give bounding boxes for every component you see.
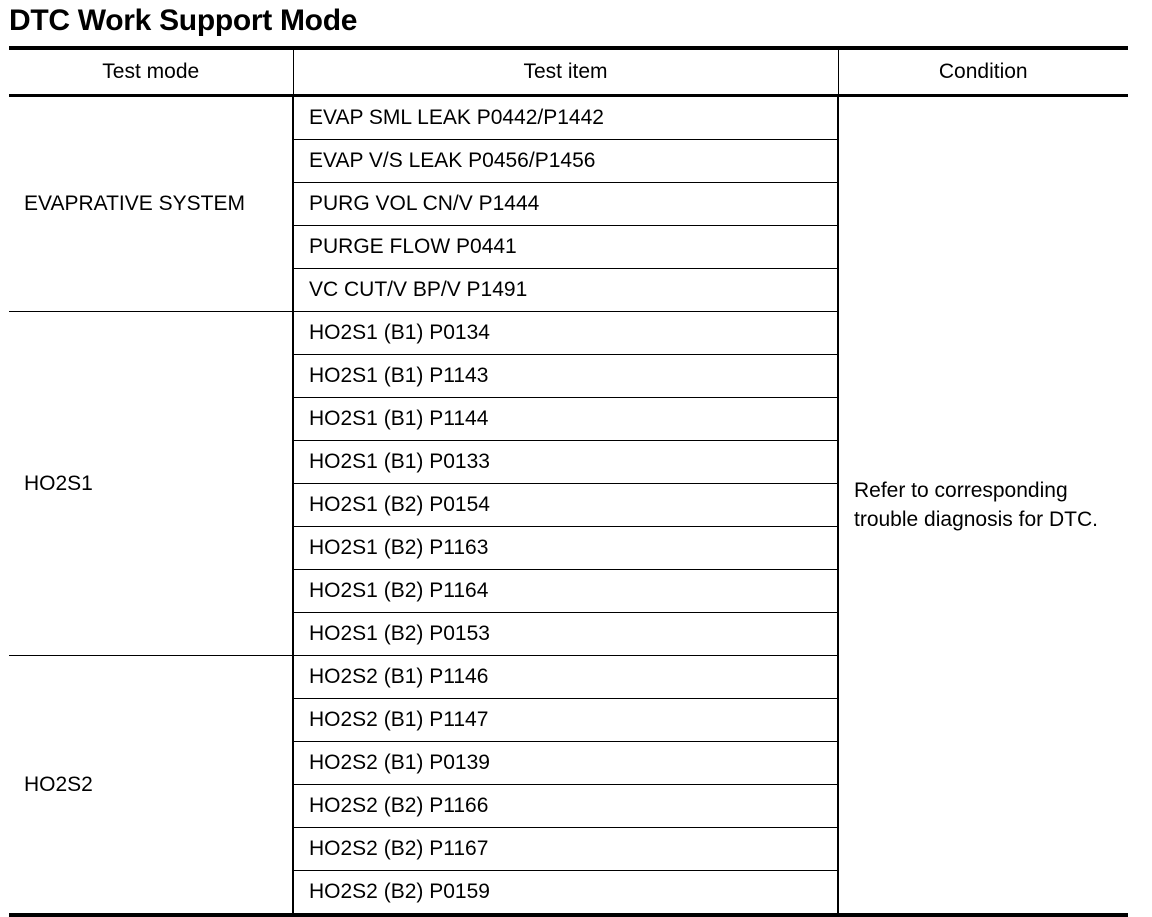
table-body <box>9 96 1128 916</box>
test-item-cell: HO2S2 (B2) P0159 <box>293 871 838 916</box>
test-item-cell: HO2S1 (B1) P0134 <box>293 312 838 355</box>
header-test-item: Test item <box>293 48 838 96</box>
test-item-cell: HO2S1 (B1) P1144 <box>293 398 838 441</box>
header-row <box>9 48 1128 96</box>
test-item-cell: PURGE FLOW P0441 <box>293 226 838 269</box>
test-item-cell: HO2S1 (B1) P0133 <box>293 441 838 484</box>
test-item-cell: HO2S2 (B2) P1166 <box>293 785 838 828</box>
test-item-cell: EVAP V/S LEAK P0456/P1456 <box>293 140 838 183</box>
test-item-cell: HO2S1 (B2) P0154 <box>293 484 838 527</box>
table-header <box>9 48 1128 96</box>
header-condition: Condition <box>838 48 1128 96</box>
table-row <box>9 96 1128 140</box>
test-item-cell: HO2S2 (B1) P0139 <box>293 742 838 785</box>
test-item-cell: HO2S1 (B1) P1143 <box>293 355 838 398</box>
test-item-cell: HO2S1 (B2) P0153 <box>293 613 838 656</box>
test-item-cell: PURG VOL CN/V P1444 <box>293 183 838 226</box>
header-test-mode: Test mode <box>9 48 293 96</box>
test-item-cell: HO2S2 (B2) P1167 <box>293 828 838 871</box>
test-item-cell: HO2S1 (B2) P1163 <box>293 527 838 570</box>
test-item-cell: HO2S1 (B2) P1164 <box>293 570 838 613</box>
test-item-cell: EVAP SML LEAK P0442/P1442 <box>293 96 838 140</box>
dtc-work-support-table <box>9 46 1128 917</box>
test-item-cell: HO2S2 (B1) P1146 <box>293 656 838 699</box>
test-item-cell: VC CUT/V BP/V P1491 <box>293 269 838 312</box>
test-item-cell: HO2S2 (B1) P1147 <box>293 699 838 742</box>
test-mode-cell: HO2S1 <box>9 312 293 656</box>
test-mode-cell: EVAPRATIVE SYSTEM <box>9 96 293 312</box>
test-mode-cell: HO2S2 <box>9 656 293 916</box>
page-title: DTC Work Support Mode <box>9 4 358 37</box>
condition-cell: Refer to corresponding trouble diagnosis for DTC. <box>838 96 1128 916</box>
